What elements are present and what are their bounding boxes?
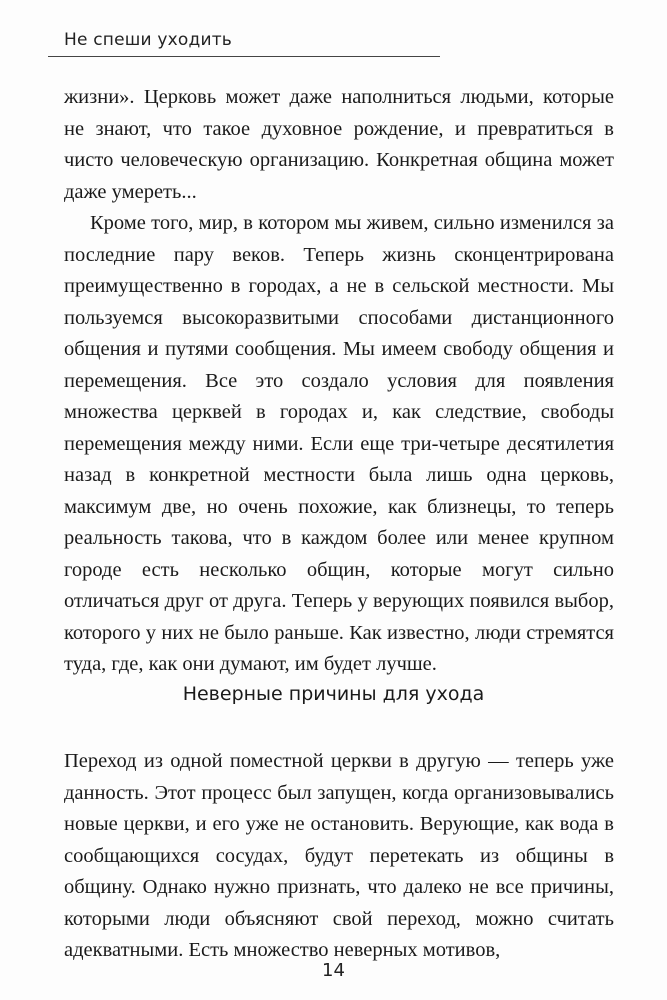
section-heading: Неверные причины для ухода [182,683,485,705]
running-header: Не спеши уходить [64,30,233,50]
text-block-bottom [64,746,614,967]
page-number: 14 [322,960,345,981]
paragraph-continuation: жизни». Церковь может даже наполниться людьми, которые не знают, что такое духовное рождение, и превратиться в чисто человеческую организацию. Конкретная община может даже умереть... [64,86,614,203]
paragraph: Переход из одной поместной церкви в другую — теперь уже данность. Этот процесс был запущен, когда организовывались новые церкви, и его уже не остановить. Верующие, как вода в сообщающихся сосудах, будут перетекать из общины в общину. Однако нужно признать, что далеко не все причины, которыми люди объясняют свой переход, можно считать адекватными. Есть множество неверных мотивов, [64,750,614,961]
text-block-top [64,82,614,681]
header-rule [48,56,440,57]
paragraph: Кроме того, мир, в котором мы живем, сильно изменился за последние пару веков. Теперь жизнь сконцентрирована преимущественно в городах, а не в сельской местности. Мы пользуемся высокоразвитыми способами дистанционного общения и путями сообщения. Мы имеем свободу общения и перемещения. Все это создало условия для появления множества церквей в городах и, как следствие, свободы перемещения между ними. Если еще три-четыре десятилетия назад в конкретной местности была лишь одна церковь, максимум две, но очень похожие, как близнецы, то теперь реальность такова, что в каждом более или менее крупном городе есть несколько общин, которые могут сильно отличаться друг от друга. Теперь у верующих появился выбор, которого у них не было раньше. Как известно, люди стремятся туда, где, как они думают, им будет лучше. [64,212,614,675]
